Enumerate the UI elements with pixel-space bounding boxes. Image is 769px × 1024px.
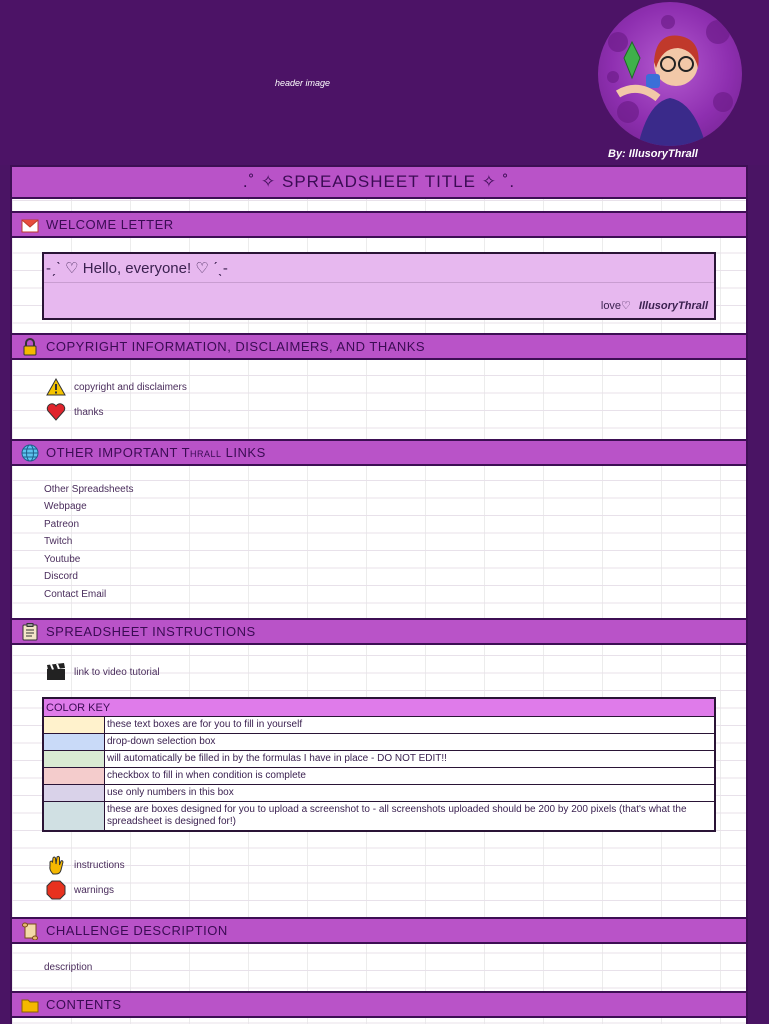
section-label: CHALLENGE DESCRIPTION (46, 923, 228, 938)
signoff-text: ㅤlove♡ (590, 300, 631, 312)
video-tutorial-label: link to video tutorial (74, 666, 160, 678)
section-welcome-letter[interactable] (12, 211, 746, 238)
color-key-row (44, 802, 714, 830)
link-patreon[interactable]: Patreon (44, 519, 80, 530)
color-key-text: these text boxes are for you to fill in yourself (107, 719, 303, 730)
color-key-row (44, 785, 714, 802)
section-label: COPYRIGHT INFORMATION, DISCLAIMERS, AND THANKS (46, 339, 426, 354)
header-image-label: header image (275, 78, 331, 88)
avatar (598, 2, 742, 146)
globe-icon (18, 443, 42, 463)
link-twitch[interactable]: Twitch (44, 536, 73, 547)
color-swatch-red (44, 768, 105, 784)
section-other-links[interactable] (12, 439, 746, 466)
welcome-greeting: -ˏˋ ♡ Hello, everyone! ♡ ˊˎ- (46, 260, 228, 277)
scroll-icon (18, 921, 42, 941)
section-copyright[interactable] (12, 333, 746, 360)
section-label: OTHER IMPORTANT Thrall LINKS (46, 445, 266, 460)
color-key-text: use only numbers in this box (107, 787, 234, 798)
video-tutorial-link[interactable] (44, 662, 160, 682)
lock-icon (18, 337, 42, 357)
color-key-text: will automatically be filled in by the formulas I have in place - DO NOT EDIT!! (107, 753, 447, 764)
warnings-note[interactable] (44, 880, 114, 900)
copyright-label: copyright and disclaimers (74, 381, 187, 393)
color-key-table (42, 697, 716, 832)
color-key-text: drop-down selection box (107, 736, 216, 747)
hand-icon (44, 855, 68, 875)
color-swatch-green (44, 751, 105, 767)
color-key-text: checkbox to fill in when condition is complete (107, 770, 306, 781)
link-webpage[interactable]: Webpage (44, 501, 87, 512)
spreadsheet-title: .˚ ✧ SPREADSHEET TITLE ✧ ˚. (12, 165, 746, 199)
warning-icon (44, 377, 68, 397)
signature-name: IllusoryThrall (638, 300, 708, 312)
section-label: WELCOME LETTER (46, 217, 174, 232)
color-swatch-blue (44, 734, 105, 750)
link-youtube[interactable]: Youtube (44, 554, 81, 565)
copyright-disclaimers-link[interactable] (44, 377, 187, 397)
stop-sign-icon (44, 880, 68, 900)
instructions-note[interactable] (44, 855, 125, 875)
welcome-signature (590, 297, 708, 313)
clapperboard-icon (44, 662, 68, 682)
color-key-row (44, 717, 714, 734)
challenge-description-text[interactable]: description (44, 962, 93, 973)
header-banner (0, 0, 769, 165)
instructions-note-label: instructions (74, 859, 125, 871)
warnings-note-label: warnings (74, 884, 115, 896)
section-spreadsheet-instructions[interactable] (12, 618, 746, 645)
folder-icon (18, 995, 42, 1015)
thanks-link[interactable] (44, 402, 103, 422)
thanks-label: thanks (74, 406, 104, 418)
color-key-row (44, 768, 714, 785)
color-key-row (44, 734, 714, 751)
link-discord[interactable]: Discord (44, 571, 78, 582)
color-swatch-teal (44, 802, 105, 830)
spreadsheet[interactable] (10, 165, 748, 1024)
section-label: CONTENTS (46, 997, 122, 1012)
color-swatch-lavender (44, 785, 105, 801)
envelope-icon (18, 215, 42, 235)
link-other-spreadsheets[interactable]: Other Spreadsheets (44, 484, 134, 495)
link-contact-email[interactable]: Contact Email (44, 589, 107, 600)
section-challenge-description[interactable] (12, 917, 746, 944)
color-key-row (44, 751, 714, 768)
welcome-letter-box[interactable] (42, 252, 716, 320)
byline: By: IllusoryThrall (608, 148, 698, 160)
clipboard-icon (18, 622, 42, 642)
heart-icon (44, 402, 68, 422)
color-key-text: these are boxes designed for you to upload a screenshot to - all screenshots uploaded should be 200 by 200 pixels (that's what the spreadsheet is designed for!) (107, 804, 687, 827)
color-key-title: COLOR KEY (44, 699, 714, 717)
section-label: SPREADSHEET INSTRUCTIONS (46, 624, 256, 639)
section-contents[interactable] (12, 991, 746, 1018)
color-swatch-yellow (44, 717, 105, 733)
